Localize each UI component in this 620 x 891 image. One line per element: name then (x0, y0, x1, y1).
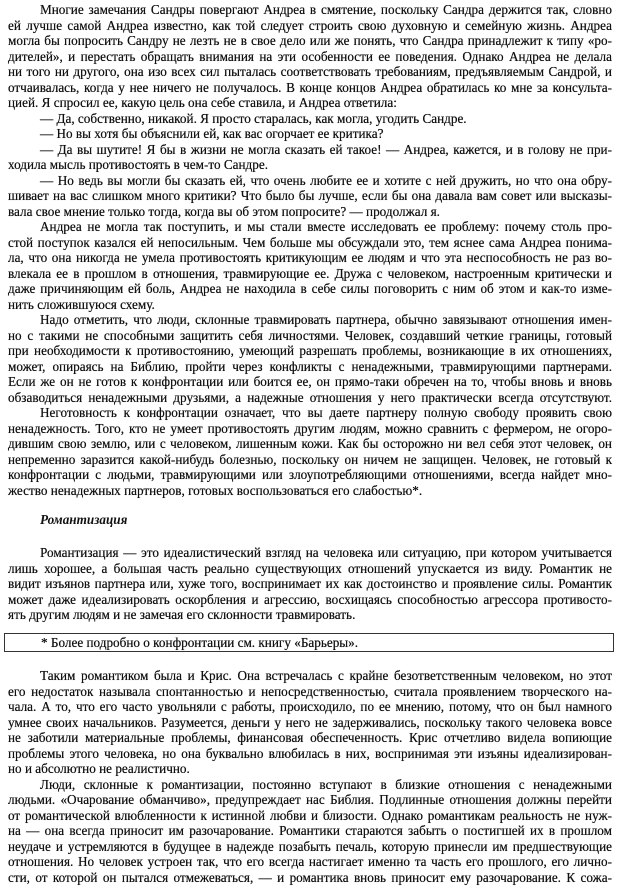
text-line: Неготовность к конфронтации означает, что вы даете партнеру полную свободу проявить свою (40, 405, 612, 420)
paragraph (8, 142, 612, 173)
text-line: ни того ни другого, она изо всех сил пыталась соответствовать требованиям, предъявляемым Сандрой, и (8, 64, 612, 79)
text-line: неудаче и устремляются в будущее в надежде позабыть печаль, которую принесли им предшествующие (8, 838, 612, 854)
text-line: — Да вы шутите! Я бы в жизни не могла сказать ей такое! — Андреа, кажется, и в голову не при- (40, 141, 612, 157)
text-line: ей лучше самой Андреа известно, как той следует строить свою духовную и семейную жизнь. Андреа (8, 17, 612, 33)
text-line: ла, что она никогда не умела противостоять критикующим ее людям и что эта неспособность не раз во- (8, 250, 612, 265)
body-text-section-1 (8, 2, 612, 498)
text-line: ненадежность. Того, кто не умеет противостоять другим людям, можно сравнить с фермером, не огоро- (8, 420, 612, 436)
text-line: дителей», и перестать обращать внимания на эти особенности ее поведения. Однако Андреа не делала (8, 48, 612, 64)
text-line: Люди, склонные к романтизации, постоянно вступают в близкие отношения с ненадежными (40, 776, 612, 792)
text-line: проблемы этого человека, но она буквально влюбилась в них, воспринимая эти изъяны идеализирован- (8, 745, 612, 761)
text-line: видит изъянов партнера или, хуже того, воспринимает их как достоинство и проявление силы. Романтик (8, 576, 612, 591)
text-line: ходила мысль противостоять в чем-то Сандре. (8, 157, 269, 172)
paragraph (8, 219, 612, 312)
text-line: могла бы попросить Сандру не лезть не в свое дело или же понять, что Сандра принадлежит к типу «ро- (8, 33, 612, 48)
text-line: — Но вы хотя бы объяснили ей, как вас огорчает ее критика? (40, 126, 384, 141)
paragraph (8, 126, 612, 142)
body-text-section-3 (8, 668, 612, 885)
paragraph (8, 2, 612, 111)
text-line: чала. А то, что его часто увольняли с работы, происходило, по ее мнению, потому, что он был намного (8, 699, 612, 714)
paragraph (8, 312, 612, 405)
text-line: шивает на вас слишком много критики? Что было бы лучше, если бы она давала вам совет или высказы- (8, 188, 612, 203)
text-line: — Но ведь вы могли бы сказать ей, что очень любите ее и хотите с ней дружить, но что она обру- (40, 172, 612, 188)
text-line: Андреа не могла так поступить, и мы стали вместе исследовать ее проблему: почему столь про- (40, 219, 612, 234)
text-line: влекала ее в прошлом в отношения, травмирующие ее. Дружа с человеком, настроенным критически и (8, 265, 612, 281)
text-line: непременно заразится какой-нибудь болезнью, поскольку он ничем не защищен. Человек, не готовый к (8, 451, 612, 467)
paragraph (8, 111, 612, 127)
text-line: умнее своих начальников. Разумеется, деньги у него не задерживались, поскольку такого человека вовсе (8, 714, 612, 730)
text-line: отношения. Но человек устроен так, что его всегда настигает именно та часть его прошлого, его лично- (8, 854, 612, 869)
text-line: конфронтации с людьми, травмирующими или злоупотребляющими отношениями, всегда найдет мно- (8, 467, 612, 482)
text-line: — Да, собственно, никакой. Я просто старалась, как могла, угодить Сандре. (40, 110, 467, 126)
section-heading: Романтизация (40, 512, 128, 527)
text-line: Надо отметить, что люди, склонные травмировать партнера, обычно завязывают отношения имен- (40, 312, 612, 327)
text-line: лишь хорошее, а большая часть реально существующих отношений упускается из виду. Романтик не (8, 560, 612, 576)
text-line: даже причиняющим ей боль, Андреа не находила в себе силы поговорить с ним об этом и как-то изме- (8, 281, 612, 296)
paragraph (8, 173, 612, 220)
text-line: может, опираясь на Библию, пройти через конфликты с ненадежными, травмирующими партнерами. (8, 358, 612, 374)
paragraph (8, 405, 612, 498)
text-line: обзаводиться ненадежными друзьями, а надежные отношения у него практически всегда отсутствуют. (8, 389, 612, 405)
text-line: цией. Я спросил ее, какую цель она себе ставила, и Андреа ответила: (8, 95, 397, 110)
text-line: Таким романтиком была и Крис. Она встречалась с крайне безответственным человеком, но этот (40, 668, 612, 683)
text-line: но и абсолютно не реалистично. (8, 761, 190, 776)
text-line: Романтизация — это идеалистический взгляд на человека или ситуацию, при котором учитывается (40, 545, 612, 560)
text-line: стой поступок казался ей непосильным. Чем больше мы обсуждали это, тем яснее сама Андреа понима- (8, 234, 612, 250)
text-line: не заботили материальные проблемы, финансовая обеспеченность. Крис отчетливо видела вопиющие (8, 730, 612, 745)
body-text-section-2 (8, 545, 612, 623)
text-line: сти, от которой он пытался отмежеваться, — и романтика вновь приносит ему разочарование. К сожа- (8, 869, 612, 885)
text-line: ять другим людям и не замечая его склонности травмировать. (8, 607, 356, 622)
text-line: на — она всегда приносит им разочарование. Романтики стараются забыть о постигшей их в прошлом (8, 823, 612, 838)
text-line: при необходимости к противостоянию, умеющий разрешать проблемы, возникающие в их отношениях, (8, 343, 612, 358)
text-line: людьми. «Очарование обманчиво», предупреждает нас Библия. Подлинные отношения должны перейти (8, 792, 612, 807)
text-line: дившим свою землю, или с человеком, лишенным кожи. Как бы осторожно ни вел себя этот человек, он (8, 436, 612, 451)
footnote-text: * Более подробно о конфронтации см. книгу «Барьеры». (41, 635, 359, 650)
text-line: его недостаток называла спонтанностью и непосредственностью, считала проявлением творческого на- (8, 683, 612, 699)
text-line: жество ненадежных партнеров, готовых воспользоваться его слабостью*. (8, 482, 423, 498)
paragraph (8, 668, 612, 777)
text-line: отчаивалась, когда у нее ничего не получалось. В конце концов Андреа обратилась ко мне за консульта- (8, 79, 612, 95)
text-line: может даже идеализировать оскорбления и агрессию, восхищаясь способностью агрессора противосто- (8, 591, 612, 607)
paragraph (8, 545, 612, 623)
text-line: вала свое мнение только тогда, когда вы об этом попросите? — продолжал я. (8, 203, 440, 219)
footnote-box (4, 633, 614, 652)
text-line: Многие замечания Сандры повергают Андреа в смятение, поскольку Сандра держится так, словно (40, 2, 612, 17)
text-line: от романтической влюбленности к истинной любви и близости. Однако романтикам реальность не нуж- (8, 807, 612, 823)
paragraph (8, 777, 612, 886)
text-line: Если же он не готов к конфронтации или боится ее, он прямо-таки обречен на то, чтобы вновь и вновь (8, 374, 612, 389)
text-line: но с такими не способными защитить себя личностями. Человек, создавший четкие границы, готовый (8, 327, 612, 343)
text-line: нить сложившуюся схему. (8, 296, 155, 312)
